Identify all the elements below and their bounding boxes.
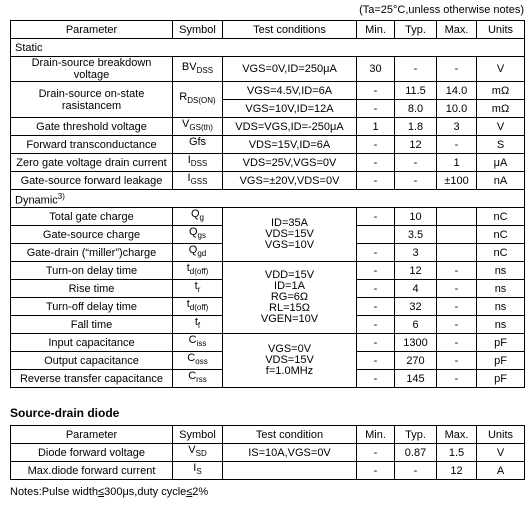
section-dynamic-row	[11, 190, 525, 208]
max-cell: -	[437, 334, 477, 352]
unit-cell: ns	[477, 280, 525, 298]
max-cell: 14.0	[437, 82, 477, 100]
min-cell: 1	[357, 118, 395, 136]
symbol-text: Gfs	[188, 136, 207, 149]
electrical-characteristics-table	[10, 20, 525, 388]
sd-header-min: Min.	[357, 426, 395, 444]
header-test-conditions: Test conditions	[223, 21, 357, 39]
conditions-note: (Ta=25°C,unless otherwise notes)	[359, 4, 524, 16]
symbol-cell	[173, 244, 223, 262]
max-cell: -	[437, 370, 477, 388]
param-cell: Reverse transfer capacitance	[11, 370, 173, 388]
sd-header-typ: Typ.	[395, 426, 437, 444]
unit-cell: nC	[477, 226, 525, 244]
section-static: Static	[11, 39, 525, 57]
symbol-cell	[173, 316, 223, 334]
symbol-subscript: GSS	[190, 177, 208, 187]
typ-cell: 1.8	[395, 118, 437, 136]
unit-cell: nC	[477, 208, 525, 226]
footnote: Notes:Pulse width≤300μs,duty cycle≤2%	[10, 486, 209, 498]
symbol-text: C	[187, 352, 196, 365]
min-cell: -	[357, 444, 395, 462]
symbol-cell	[173, 280, 223, 298]
unit-cell: mΩ	[477, 82, 525, 100]
unit-cell: ns	[477, 316, 525, 334]
symbol-subscript: S	[196, 467, 202, 477]
symbol-text: C	[188, 370, 197, 383]
condition-cell	[223, 462, 357, 480]
symbol-text: I	[187, 172, 191, 185]
source-drain-title: Source-drain diode	[10, 406, 120, 420]
section-static-row	[11, 39, 525, 57]
symbol-cell	[173, 57, 223, 82]
table-row	[11, 208, 525, 226]
header-parameter: Parameter	[11, 21, 173, 39]
unit-cell: nC	[477, 244, 525, 262]
unit-cell: S	[477, 136, 525, 154]
symbol-cell	[173, 154, 223, 172]
min-cell: -	[357, 462, 395, 480]
table-row	[11, 154, 525, 172]
symbol-text: t	[186, 262, 190, 275]
unit-cell: V	[477, 118, 525, 136]
typ-cell: 10	[395, 208, 437, 226]
symbol-text: R	[179, 91, 188, 104]
unit-cell: V	[477, 57, 525, 82]
table-row	[11, 57, 525, 82]
typ-cell: 8.0	[395, 100, 437, 118]
min-cell	[357, 226, 395, 244]
symbol-text: I	[187, 154, 191, 167]
param-cell: Forward transconductance	[11, 136, 173, 154]
max-cell: 12	[437, 462, 477, 480]
symbol-cell	[173, 82, 223, 118]
param-cell: Total gate charge	[11, 208, 173, 226]
table-row	[11, 82, 525, 100]
condition-cell: VDS=15V,ID=6A	[223, 136, 357, 154]
param-cell: Gate-source charge	[11, 226, 173, 244]
sd-header-test-condition: Test condition	[223, 426, 357, 444]
min-cell: -	[357, 298, 395, 316]
typ-cell: 3.5	[395, 226, 437, 244]
symbol-subscript: GS(th)	[189, 123, 213, 133]
symbol-cell	[173, 136, 223, 154]
table-row	[11, 462, 525, 480]
param-cell: Gate threshold voltage	[11, 118, 173, 136]
unit-cell: pF	[477, 352, 525, 370]
typ-cell: 12	[395, 262, 437, 280]
condition-cell: VGS=0V,ID=250μA	[223, 57, 357, 82]
sd-header-symbol: Symbol	[173, 426, 223, 444]
symbol-subscript: DSS	[196, 66, 214, 76]
symbol-cell	[173, 334, 223, 352]
condition-cell: VDS=VGS,ID=-250μA	[223, 118, 357, 136]
symbol-cell	[173, 462, 223, 480]
param-cell: Output capacitance	[11, 352, 173, 370]
symbol-subscript: f	[197, 321, 201, 331]
symbol-text: C	[188, 334, 197, 347]
condition-cell: VGS=±20V,VDS=0V	[223, 172, 357, 190]
symbol-subscript: d(off)	[189, 303, 209, 313]
typ-cell: 32	[395, 298, 437, 316]
max-cell: -	[437, 262, 477, 280]
section-dynamic	[11, 190, 525, 208]
symbol-subscript: rss	[196, 375, 207, 385]
symbol-subscript: iss	[196, 339, 207, 349]
symbol-cell	[173, 370, 223, 388]
symbol-subscript: r	[197, 285, 201, 295]
header-min: Min.	[357, 21, 395, 39]
header-units: Units	[477, 21, 525, 39]
header-typ: Typ.	[395, 21, 437, 39]
section-dynamic-footnote: 3)	[57, 191, 65, 201]
max-cell: -	[437, 280, 477, 298]
symbol-text: I	[193, 462, 197, 475]
min-cell: -	[357, 352, 395, 370]
min-cell: -	[357, 334, 395, 352]
symbol-text: t	[194, 280, 198, 293]
param-cell: Max.diode forward current	[11, 462, 173, 480]
symbol-text: Q	[188, 244, 198, 257]
table-row	[11, 172, 525, 190]
symbol-subscript: d(off)	[189, 267, 209, 277]
symbol-cell	[173, 118, 223, 136]
param-cell: Gate-drain (“miller”)charge	[11, 244, 173, 262]
max-cell: 1	[437, 154, 477, 172]
min-cell: -	[357, 154, 395, 172]
typ-cell: 1300	[395, 334, 437, 352]
unit-cell: mΩ	[477, 100, 525, 118]
table-row	[11, 262, 525, 280]
typ-cell: 4	[395, 280, 437, 298]
symbol-cell	[173, 298, 223, 316]
unit-cell: ns	[477, 262, 525, 280]
typ-cell: 11.5	[395, 82, 437, 100]
max-cell: 1.5	[437, 444, 477, 462]
symbol-subscript: SD	[195, 449, 207, 459]
typ-cell: -	[395, 172, 437, 190]
min-cell: -	[357, 262, 395, 280]
symbol-subscript: DS(ON)	[187, 96, 216, 106]
param-cell: Input capacitance	[11, 334, 173, 352]
typ-cell: 3	[395, 244, 437, 262]
symbol-text: t	[186, 298, 190, 311]
max-cell: 10.0	[437, 100, 477, 118]
typ-cell: -	[395, 154, 437, 172]
typ-cell: 0.87	[395, 444, 437, 462]
condition-cell: VGS=4.5V,ID=6A	[223, 82, 357, 100]
param-cell: Gate-source forward leakage	[11, 172, 173, 190]
symbol-cell	[173, 262, 223, 280]
typ-cell: -	[395, 462, 437, 480]
symbol-cell	[173, 208, 223, 226]
unit-cell: V	[477, 444, 525, 462]
header-symbol: Symbol	[173, 21, 223, 39]
symbol-text: V	[182, 118, 190, 131]
typ-cell: 145	[395, 370, 437, 388]
unit-cell: ns	[477, 298, 525, 316]
unit-cell: pF	[477, 370, 525, 388]
table-row	[11, 444, 525, 462]
condition-cell: VDS=25V,VGS=0V	[223, 154, 357, 172]
param-cell: Zero gate voltage drain current	[11, 154, 173, 172]
min-cell: -	[357, 82, 395, 100]
symbol-subscript: oss	[195, 357, 208, 367]
min-cell: -	[357, 280, 395, 298]
condition-group-cell: VDD=15V ID=1A RG=6Ω RL=15Ω VGEN=10V	[223, 262, 357, 334]
param-cell: Diode forward voltage	[11, 444, 173, 462]
param-cell: Turn-on delay time	[11, 262, 173, 280]
unit-cell: μA	[477, 154, 525, 172]
typ-cell: 6	[395, 316, 437, 334]
max-cell: -	[437, 316, 477, 334]
symbol-text: BV	[181, 60, 197, 73]
unit-cell: nA	[477, 172, 525, 190]
sd-header-max: Max.	[437, 426, 477, 444]
param-cell: Turn-off delay time	[11, 298, 173, 316]
max-cell: -	[437, 298, 477, 316]
max-cell: -	[437, 136, 477, 154]
min-cell: 30	[357, 57, 395, 82]
max-cell: 3	[437, 118, 477, 136]
sd-header-row	[11, 426, 525, 444]
source-drain-table	[10, 425, 525, 480]
table-row	[11, 118, 525, 136]
min-cell: -	[357, 172, 395, 190]
max-cell	[437, 244, 477, 262]
symbol-subscript: DSS	[190, 159, 208, 169]
min-cell: -	[357, 316, 395, 334]
param-cell: Drain-source on-state rasistancem	[11, 82, 173, 118]
max-cell	[437, 226, 477, 244]
typ-cell: 12	[395, 136, 437, 154]
max-cell	[437, 208, 477, 226]
sd-header-parameter: Parameter	[11, 426, 173, 444]
table-header-row	[11, 21, 525, 39]
symbol-cell	[173, 444, 223, 462]
table-row	[11, 334, 525, 352]
symbol-subscript: g	[199, 213, 204, 223]
min-cell: -	[357, 208, 395, 226]
typ-cell: -	[395, 57, 437, 82]
symbol-cell	[173, 172, 223, 190]
min-cell: -	[357, 244, 395, 262]
symbol-subscript: gd	[197, 249, 207, 259]
param-cell: Rise time	[11, 280, 173, 298]
unit-cell: A	[477, 462, 525, 480]
unit-cell: pF	[477, 334, 525, 352]
table-row	[11, 136, 525, 154]
condition-cell: VGS=10V,ID=12A	[223, 100, 357, 118]
header-max: Max.	[437, 21, 477, 39]
param-cell: Fall time	[11, 316, 173, 334]
symbol-text: Q	[190, 208, 200, 221]
condition-cell: IS=10A,VGS=0V	[223, 444, 357, 462]
typ-cell: 270	[395, 352, 437, 370]
symbol-text: V	[188, 444, 196, 457]
symbol-cell	[173, 352, 223, 370]
condition-group-cell: VGS=0V VDS=15V f=1.0MHz	[223, 334, 357, 388]
max-cell: -	[437, 57, 477, 82]
max-cell: ±100	[437, 172, 477, 190]
param-cell: Drain-source breakdown voltage	[11, 57, 173, 82]
symbol-text: Q	[188, 226, 198, 239]
max-cell: -	[437, 352, 477, 370]
section-dynamic-label: Dynamic	[15, 194, 58, 207]
min-cell: -	[357, 370, 395, 388]
min-cell: -	[357, 136, 395, 154]
condition-group-cell: ID=35A VDS=15V VGS=10V	[223, 208, 357, 262]
symbol-subscript: gs	[197, 231, 206, 241]
min-cell: -	[357, 100, 395, 118]
sd-header-units: Units	[477, 426, 525, 444]
symbol-text: t	[194, 316, 198, 329]
symbol-cell	[173, 226, 223, 244]
